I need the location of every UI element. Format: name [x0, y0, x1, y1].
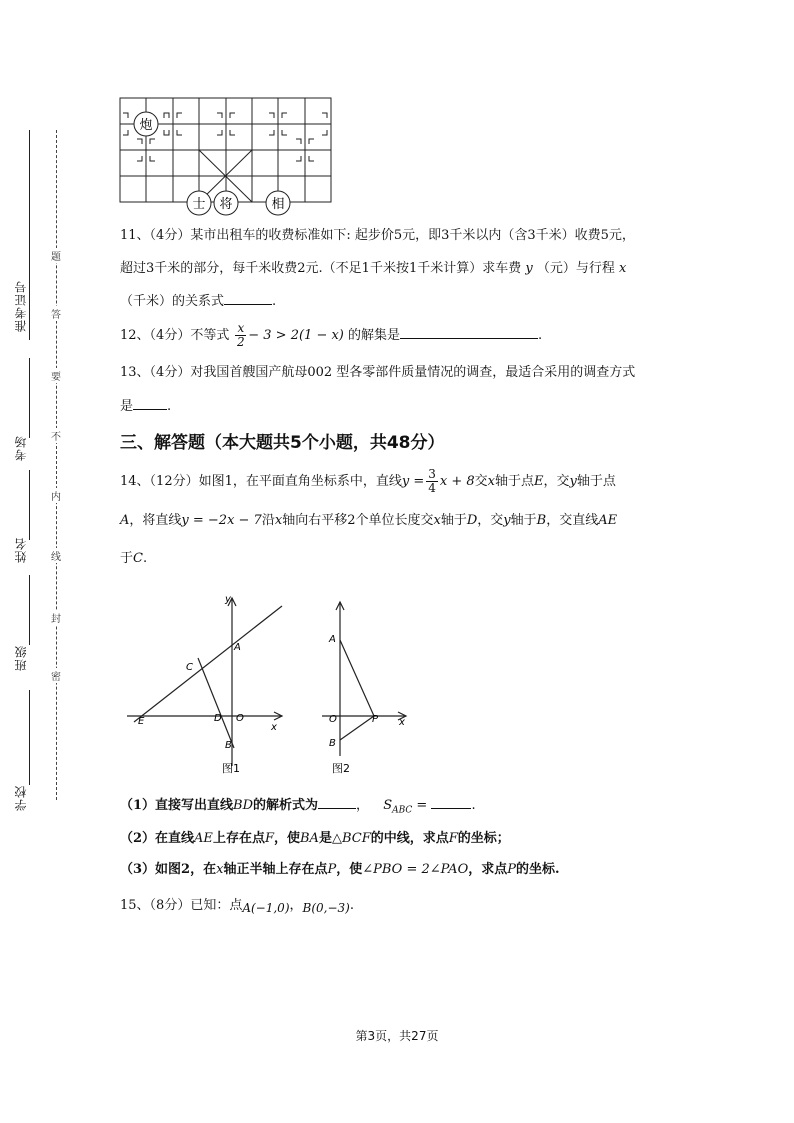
fig1-label-D: D: [214, 713, 222, 724]
var-y: y: [503, 513, 511, 528]
fig1-label-A: A: [234, 642, 241, 653]
q14-part1: [120, 794, 476, 821]
svg-text:将: 将: [219, 197, 233, 212]
fig2-label-A: A: [329, 634, 336, 645]
q14-2-text: ，使: [273, 831, 300, 846]
period: .: [471, 798, 476, 813]
q11-text: 超过3千米的部分，每千米收费2元.（不足1千米按1千米计算）求车费: [120, 261, 522, 276]
period: .: [272, 294, 277, 309]
fig1-label-x: x: [271, 722, 277, 733]
frac-num: x: [237, 321, 245, 335]
q14-line3: [120, 549, 147, 569]
fill-line-school: [29, 690, 30, 785]
q14-line2: [120, 511, 617, 531]
period: .: [142, 551, 148, 566]
area-S: S: [383, 798, 393, 813]
piece-jiang: [214, 191, 238, 215]
q12-line: [120, 322, 542, 350]
segment-BA: BA: [300, 831, 319, 846]
q14-3-text: ，使: [336, 862, 363, 877]
q14-text: 轴于点: [576, 474, 616, 489]
point-D: D: [466, 513, 478, 528]
q11-text: （千米）的关系式: [120, 294, 225, 309]
fill-line-class: [29, 575, 30, 645]
q14-text: 轴向右平移2个单位长度交: [282, 513, 434, 528]
fig1-label-C: C: [186, 662, 193, 673]
q12-text: 12、（4分）不等式: [120, 328, 230, 343]
q14-text: ，交直线: [546, 513, 599, 528]
seal-word: 内: [51, 488, 61, 503]
q14-1-text: （1）直接写出直线: [120, 798, 234, 813]
page-footer: 第3页，共27页: [355, 1029, 439, 1043]
q13-text: 是: [120, 399, 134, 414]
q15-text: 15、（8分）已知：点: [120, 898, 243, 913]
point-P: P: [327, 862, 337, 877]
piece-pao: [134, 112, 158, 136]
q11-line1: 11、（4分）某市出租车的收费标准如下: 起步价5元，即3千米以内（含3千米）收费5元，: [120, 228, 635, 243]
piece-xiang: [266, 191, 290, 215]
var-y: y: [525, 261, 533, 276]
figure-2: [318, 596, 418, 778]
seal-word: 要: [51, 368, 61, 383]
triangle-BCF: △BCF: [331, 831, 371, 846]
fig2-caption: 图2: [332, 762, 350, 775]
fraction-3-over-4: [426, 468, 438, 495]
comma: ，: [356, 798, 370, 813]
q14-text: ，交: [543, 474, 570, 489]
q14-2-text: 的坐标；: [457, 831, 510, 846]
var-x: x: [487, 474, 495, 489]
label-exam-room: 考场: [14, 435, 28, 461]
area-subscript: ABC: [392, 805, 413, 816]
q13-line2: [120, 395, 171, 417]
fig2-label-B: B: [329, 738, 336, 749]
label-school: 学校: [14, 785, 28, 811]
q11-line3: [120, 290, 276, 312]
q14-part3: [120, 860, 560, 880]
frac-den: 4: [428, 481, 436, 495]
period: .: [538, 328, 543, 343]
answer-blank[interactable]: [400, 324, 538, 339]
fig1-label-E: E: [138, 716, 145, 727]
var-x: x: [619, 261, 627, 276]
period: .: [167, 399, 172, 414]
q14-2-text: （2）在直线: [120, 831, 195, 846]
seal-word: 封: [51, 610, 61, 625]
label-class: 班级: [14, 645, 28, 671]
fig2-label-x: x: [399, 717, 405, 728]
q14-3-text: 轴正半轴上存在点: [223, 862, 328, 877]
fill-line-exam-number: [29, 130, 30, 340]
q14-3-text: ，求点: [468, 862, 508, 877]
comma: ，: [289, 898, 303, 913]
answer-blank[interactable]: [133, 395, 167, 410]
q14-text: 轴于: [510, 513, 537, 528]
q14-line1: [120, 468, 616, 496]
fill-line-exam-room: [29, 358, 30, 438]
line-AE: AE: [194, 831, 213, 846]
point-A: A: [120, 513, 130, 528]
q14-2-text: 上存在点: [212, 831, 265, 846]
q14-3-text: 的坐标.: [516, 862, 560, 877]
point-F: F: [264, 831, 274, 846]
line-AE: AE: [598, 513, 618, 528]
seal-word: 答: [51, 306, 61, 321]
seal-word: 密: [51, 668, 61, 683]
var-x: x: [274, 513, 283, 528]
var-x: x: [433, 513, 441, 528]
svg-text:士: 士: [192, 197, 206, 212]
q14-text: ，将直线: [129, 513, 182, 528]
piece-shi: [187, 191, 211, 215]
q14-2-text: 的中线，求点: [370, 831, 449, 846]
q14-2-text: 是: [318, 831, 332, 846]
svg-text:相: 相: [271, 197, 285, 212]
fig1-label-B: B: [225, 740, 232, 751]
q14-part2: [120, 829, 510, 849]
point-B-coord: B(0,−3): [302, 901, 350, 915]
inequality-expr: − 3 > 2(1 − x): [248, 328, 344, 343]
eq-lhs: y =: [401, 474, 425, 489]
point-B: B: [536, 513, 547, 528]
q15-line: [120, 896, 354, 918]
q14-text: 于: [120, 551, 134, 566]
q14-text: 交: [474, 474, 488, 489]
q13-line1: 13、（4分）对我国首艘国产航母002 型各零部件质量情况的调查，最适合采用的调查方式: [120, 365, 636, 380]
fig2-label-O: O: [329, 714, 337, 725]
seal-word: 题: [51, 248, 61, 263]
seal-dashed-line: [56, 130, 57, 800]
seal-word: 不: [51, 428, 61, 443]
q11-text: （元）与行程: [536, 261, 615, 276]
point-E: E: [534, 474, 544, 489]
var-y: y: [569, 474, 577, 489]
fig1-label-O: O: [236, 713, 244, 724]
period: .: [349, 898, 354, 913]
label-exam-number: 准考证号: [14, 280, 28, 332]
point-P: P: [507, 862, 516, 877]
q12-text: 的解集是: [348, 328, 401, 343]
var-x: x: [216, 862, 224, 877]
fig2-label-P: P: [372, 714, 379, 725]
q14-3-text: （3）如图2，在: [120, 862, 217, 877]
line-equation: y = −2x − 7: [181, 513, 262, 528]
point-C: C: [133, 551, 143, 566]
q14-text: 沿: [261, 513, 275, 528]
frac-den: 2: [237, 335, 245, 349]
line-BD: BD: [233, 798, 254, 813]
eq-rhs: x + 8: [439, 474, 475, 489]
label-name: 姓名: [14, 537, 28, 563]
svg-text:炮: 炮: [139, 118, 153, 133]
answer-blank[interactable]: [224, 290, 272, 305]
point-F: F: [448, 831, 458, 846]
q14-text: 轴于点: [495, 474, 535, 489]
point-A-coord: A(−1,0): [242, 901, 290, 915]
frac-num: 3: [428, 467, 436, 481]
fraction-x-over-2: [235, 322, 246, 349]
q14-1-text: 的解析式为: [253, 798, 319, 813]
angle-condition: ∠PBO = 2∠PAO: [362, 862, 469, 877]
fill-line-name: [29, 470, 30, 540]
q14-text: ，交: [477, 513, 504, 528]
fig1-label-y: y: [225, 594, 231, 605]
q14-text: 14、（12分）如图1，在平面直角坐标系中，直线: [120, 474, 402, 489]
fig1-caption: 图1: [222, 762, 240, 775]
figure-1: [122, 588, 292, 778]
q14-text: 轴于: [440, 513, 467, 528]
answer-blank[interactable]: [318, 794, 356, 809]
equals: =: [416, 798, 428, 813]
q11-line2: [120, 259, 626, 279]
answer-blank[interactable]: [431, 794, 471, 809]
chess-board-figure: [118, 96, 334, 220]
seal-word: 线: [51, 548, 61, 563]
section-heading: 三、解答题（本大题共5个小题，共48分）: [120, 433, 445, 453]
